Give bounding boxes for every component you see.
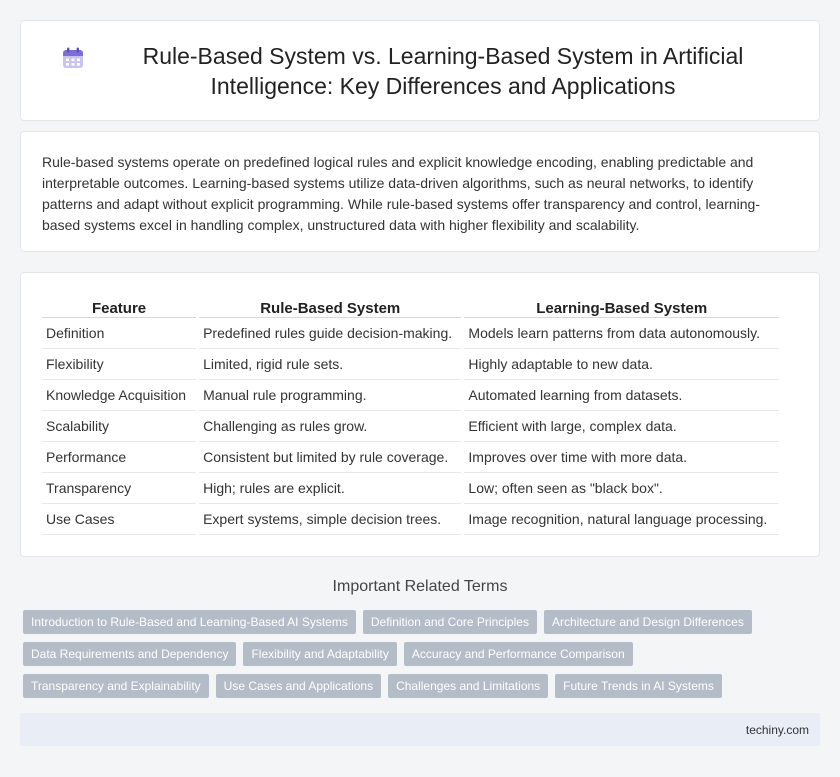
table-cell: Performance	[42, 442, 196, 473]
header-rule-based: Rule-Based System	[199, 293, 461, 318]
table-cell: Challenging as rules grow.	[199, 411, 461, 442]
tag-link[interactable]: Use Cases and Applications	[216, 674, 381, 698]
tag-link[interactable]: Flexibility and Adaptability	[243, 642, 396, 666]
calendar-icon	[61, 46, 85, 70]
table-row	[42, 473, 779, 504]
table-cell: Transparency	[42, 473, 196, 504]
comparison-card	[20, 272, 820, 557]
table-cell: Models learn patterns from data autonomously.	[464, 318, 779, 349]
table-cell: Definition	[42, 318, 196, 349]
table-row	[42, 349, 779, 380]
table-cell: Consistent but limited by rule coverage.	[199, 442, 461, 473]
title-wrap	[61, 41, 779, 101]
table-cell: Manual rule programming.	[199, 380, 461, 411]
tag-link[interactable]: Data Requirements and Dependency	[23, 642, 236, 666]
intro-text: Rule-based systems operate on predefined logical rules and explicit knowledge encoding, enabling predictable and interpretable outcomes. Learning-based systems utilize data-driven algorithms, such as neural networks, to identify patterns and adapt without explicit programming. While rule-based systems offer transparency and control, learning-based systems excel in handling complex, unstructured data with higher flexibility and scalability.	[42, 154, 760, 233]
title-card	[20, 20, 820, 121]
table-cell: Limited, rigid rule sets.	[199, 349, 461, 380]
tag-row	[23, 610, 823, 634]
table-cell: Flexibility	[42, 349, 196, 380]
table-row	[42, 504, 779, 535]
table-cell: Use Cases	[42, 504, 196, 535]
footer-site-link[interactable]: techiny.com	[745, 722, 809, 737]
table-cell: Highly adaptable to new data.	[464, 349, 779, 380]
table-row	[42, 442, 779, 473]
tag-link[interactable]: Accuracy and Performance Comparison	[404, 642, 633, 666]
tag-link[interactable]: Transparency and Explainability	[23, 674, 209, 698]
table-cell: Scalability	[42, 411, 196, 442]
table-header-row	[42, 293, 779, 318]
table-cell: Efficient with large, complex data.	[464, 411, 779, 442]
tag-link[interactable]: Challenges and Limitations	[388, 674, 548, 698]
related-terms-tags	[23, 610, 823, 706]
tag-link[interactable]: Definition and Core Principles	[363, 610, 537, 634]
table-cell: High; rules are explicit.	[199, 473, 461, 504]
tag-link[interactable]: Introduction to Rule-Based and Learning-Based AI Systems	[23, 610, 356, 634]
table-row	[42, 380, 779, 411]
related-terms-title: Important Related Terms	[332, 578, 508, 595]
header-feature: Feature	[42, 293, 196, 318]
table-cell: Automated learning from datasets.	[464, 380, 779, 411]
table-cell: Knowledge Acquisition	[42, 380, 196, 411]
comparison-table	[39, 293, 782, 535]
table-cell: Predefined rules guide decision-making.	[199, 318, 461, 349]
table-cell: Image recognition, natural language processing.	[464, 504, 779, 535]
table-cell: Low; often seen as "black box".	[464, 473, 779, 504]
header-learning-based: Learning-Based System	[464, 293, 779, 318]
table-row	[42, 411, 779, 442]
tag-row	[23, 642, 823, 666]
tag-link[interactable]: Future Trends in AI Systems	[555, 674, 722, 698]
table-cell: Improves over time with more data.	[464, 442, 779, 473]
table-cell: Expert systems, simple decision trees.	[199, 504, 461, 535]
tag-link[interactable]: Architecture and Design Differences	[544, 610, 752, 634]
tag-row	[23, 674, 823, 698]
table-row	[42, 318, 779, 349]
intro-card	[20, 131, 820, 252]
footer-bar	[20, 713, 820, 746]
page-title: Rule-Based System vs. Learning-Based System in Artificial Intelligence: Key Differences and Applications	[142, 42, 744, 99]
